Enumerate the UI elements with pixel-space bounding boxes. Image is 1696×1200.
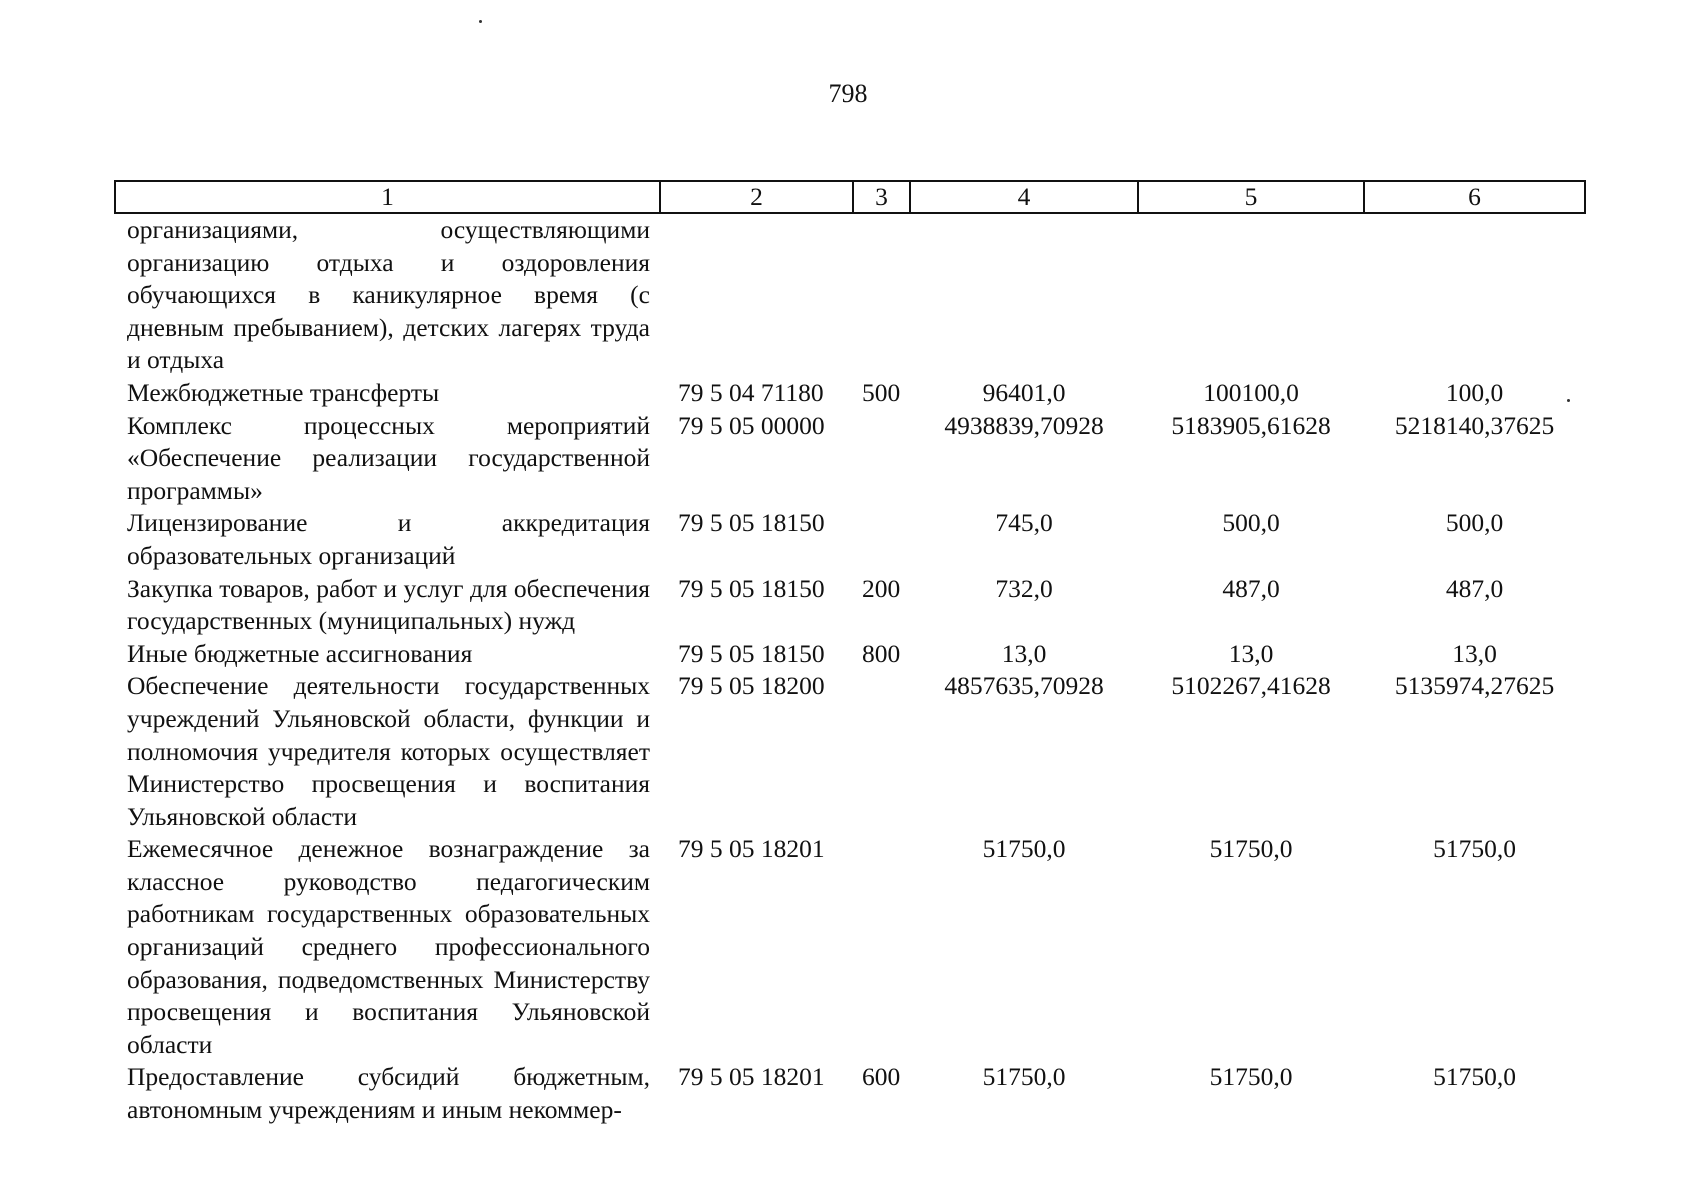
table-row — [115, 833, 1585, 1061]
column-header-5: 5 — [1138, 181, 1364, 213]
row-expense-type — [853, 507, 910, 572]
row-amount-year-3: 51750,0 — [1433, 1062, 1516, 1092]
row-expense-type: 800 — [862, 638, 901, 668]
header-row — [115, 181, 1585, 213]
table-row — [115, 507, 1585, 572]
column-header-4: 4 — [910, 181, 1138, 213]
row-amount-year-3: 5135974,27625 — [1394, 671, 1555, 701]
row-amount-year-3: 500,0 — [1445, 508, 1504, 538]
row-expense-type — [853, 213, 910, 377]
row-expense-type — [853, 670, 910, 833]
row-amount-year-2: 51750,0 — [1209, 1062, 1293, 1092]
row-name: Лицензирование и аккредитация образовательных организаций — [127, 508, 650, 570]
row-amount-year-1: 745,0 — [995, 508, 1053, 538]
table-row — [115, 213, 1585, 377]
table-row — [115, 1061, 1585, 1126]
scan-speck — [1567, 399, 1570, 402]
page-number: 798 — [828, 79, 868, 108]
row-amount-year-2: 5183905,61628 — [1171, 410, 1331, 440]
column-header-1: 1 — [115, 181, 660, 213]
table-row — [115, 573, 1585, 638]
row-amount-year-1: 4938839,70928 — [944, 410, 1104, 440]
row-amount-year-1: 96401,0 — [982, 377, 1066, 407]
row-amount-year-3 — [1364, 213, 1585, 377]
table-row — [115, 377, 1585, 410]
row-amount-year-2: 500,0 — [1222, 508, 1280, 538]
table-header — [115, 181, 1585, 213]
row-amount-year-2: 5102267,41628 — [1171, 671, 1331, 701]
row-target-code: 79 5 05 18201 — [678, 1062, 825, 1092]
scan-speck — [479, 20, 482, 23]
row-name: Межбюджетные трансферты — [127, 377, 440, 407]
row-target-code: 79 5 05 18150 — [678, 638, 825, 668]
table-row — [115, 670, 1585, 833]
row-expense-type: 200 — [862, 573, 901, 603]
row-amount-year-1: 4857635,70928 — [944, 671, 1104, 701]
row-amount-year-3: 13,0 — [1452, 638, 1497, 668]
row-name: Предоставление субсидий бюджетным, автономным учреждениям и иным некоммер- — [127, 1062, 650, 1125]
row-amount-year-2: 13,0 — [1228, 638, 1274, 668]
row-expense-type — [853, 410, 910, 508]
row-amount-year-2: 51750,0 — [1209, 834, 1293, 864]
row-amount-year-3: 5218140,37625 — [1394, 410, 1555, 440]
row-name: организациями, осуществляющими организацию отдыха и оздоровления обучающихся в каникулярное время (с дневным пребыванием), детских лагерях труда и отдыха — [127, 215, 650, 375]
table-body — [115, 213, 1585, 1127]
row-expense-type: 500 — [862, 377, 901, 407]
budget-table — [114, 180, 1586, 1127]
row-amount-year-1: 51750,0 — [982, 1062, 1066, 1092]
column-header-2: 2 — [660, 181, 853, 213]
row-amount-year-1 — [910, 213, 1138, 377]
row-amount-year-1: 13,0 — [1001, 638, 1047, 668]
row-target-code: 79 5 04 71180 — [678, 377, 824, 407]
row-amount-year-3: 487,0 — [1445, 573, 1504, 603]
row-amount-year-3: 100,0 — [1445, 377, 1504, 407]
column-header-3: 3 — [853, 181, 910, 213]
row-name: Ежемесячное денежное вознаграждение за классное руководство педагогическим работникам государственных образовательных организаций среднего профессионального образования, подведомственных Министерству просвещения и воспитания Ульяновской области — [127, 834, 650, 1059]
row-name: Комплекс процессных мероприятий «Обеспечение реализации государственной программы» — [127, 410, 650, 505]
row-target-code: 79 5 05 18150 — [678, 573, 825, 603]
row-name: Обеспечение деятельности государственных учреждений Ульяновской области, функции и полномочия учредителя которых осуществляет Министерство просвещения и воспитания Ульяновской области — [127, 671, 650, 831]
column-header-6: 6 — [1364, 181, 1585, 213]
table-row — [115, 410, 1585, 508]
row-amount-year-1: 732,0 — [995, 573, 1053, 603]
row-amount-year-2: 100100,0 — [1203, 377, 1299, 407]
row-amount-year-2 — [1138, 213, 1364, 377]
row-expense-type — [853, 833, 910, 1061]
row-target-code: 79 5 05 18150 — [678, 508, 825, 538]
table-row — [115, 638, 1585, 671]
row-amount-year-3: 51750,0 — [1433, 834, 1516, 864]
row-amount-year-2: 487,0 — [1222, 573, 1280, 603]
row-name: Закупка товаров, работ и услуг для обеспечения государственных (муниципальных) нужд — [127, 573, 650, 636]
row-expense-type: 600 — [862, 1062, 901, 1092]
row-target-code: 79 5 05 18201 — [678, 834, 825, 864]
row-target-code: 79 5 05 18200 — [678, 671, 825, 701]
row-name: Иные бюджетные ассигнования — [127, 638, 473, 668]
row-target-code — [660, 213, 853, 377]
row-target-code: 79 5 05 00000 — [678, 410, 825, 440]
row-amount-year-1: 51750,0 — [982, 834, 1066, 864]
